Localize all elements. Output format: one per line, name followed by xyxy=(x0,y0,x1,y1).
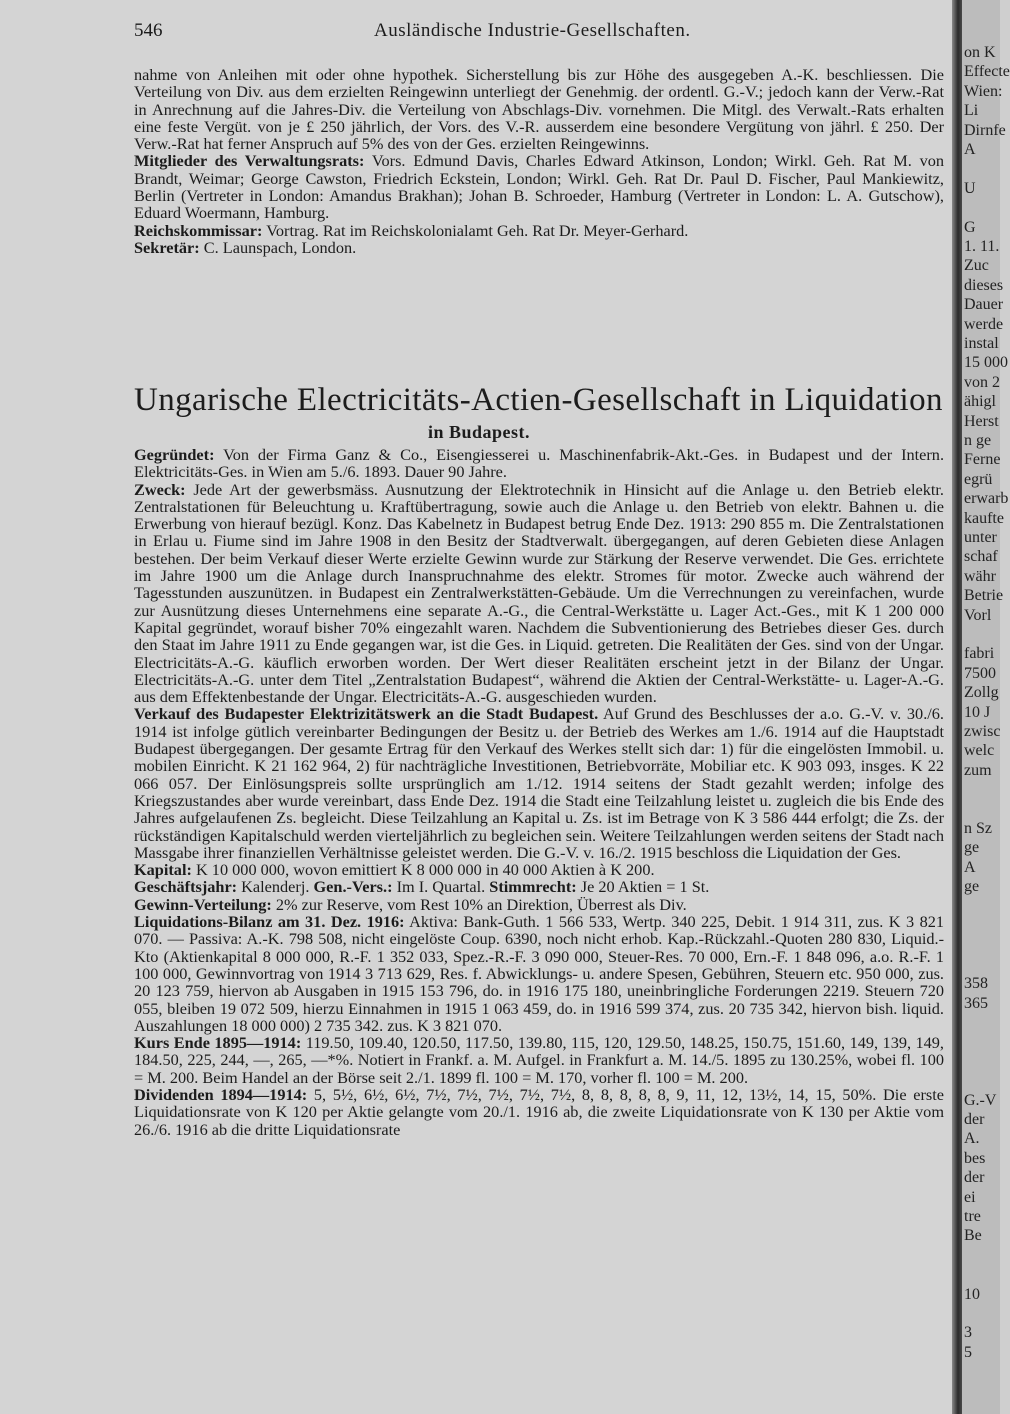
adjacent-page-line: Dauer xyxy=(964,296,1004,314)
commissioner-label: Reichskommissar: xyxy=(134,220,263,240)
capital-label: Kapital: xyxy=(134,860,192,880)
founded-label: Gegründet: xyxy=(134,445,215,464)
founded-section xyxy=(134,446,944,481)
adjacent-page-line: G.-V xyxy=(964,1091,997,1109)
commissioner-text: Vortrag. Rat im Reichskolonialamt Geh. Rat Dr. Meyer-Gerhard. xyxy=(266,220,689,240)
adjacent-page-line: erwarb xyxy=(964,490,1009,508)
secretary-text: C. Launspach, London. xyxy=(203,237,357,257)
adjacent-page-line: 7500 xyxy=(964,664,996,682)
adjacent-page-line: 3 xyxy=(964,1324,972,1342)
adjacent-page-line: kaufte xyxy=(964,509,1004,527)
fiscal-year-label: Geschäftsjahr: xyxy=(134,877,238,897)
adjacent-page-line: von 2 xyxy=(964,373,1000,391)
voting-right-label: Stimmrecht: xyxy=(489,877,577,897)
secretary xyxy=(134,239,944,256)
purpose-section xyxy=(134,481,944,706)
secretary-label: Sekretär: xyxy=(134,237,200,257)
price-history-text: 119.50, 109.40, 120.50, 117.50, 139.80, 115, 120, 129.50, 148.25, 150.75, 151.60, 149, 139, 149, 184.50, 225, 244, —, 265, —*%. Notiert in Frankf. a. M. Aufgel. in Frankfurt a. M. 14./5. 1895 zu 130.25%, wobei fl. 100 = M. 200. Beim Handel an der Börse seit 2./1. 1899 fl. 100 = M. 170, vorher fl. 100 = M. 200. xyxy=(134,1033,945,1087)
capital-section xyxy=(134,861,944,878)
adjacent-page-line: dieses xyxy=(964,276,1004,294)
adjacent-page-line: n ge xyxy=(964,432,992,449)
adjacent-page-line: on K xyxy=(964,44,996,61)
adjacent-page-line: A xyxy=(964,141,976,158)
sale-text: Auf Grund des Beschlusses der a.o. G.-V. v. 30./6. 1914 ist infolge gütlich vereinbarter Bedingungen der Besitz u. der Betrieb des Werkes am 1./6. 1914 auf die Hauptstadt Budapest übergegangen. Der gesamte Ertrag für den Verkauf des Werkes stellt sich dar: 1) für die eingelösten Immobil. u. mobilen Einricht. K 21 162 964, 2) für nachträgliche Investitionen, Betriebvorräte, Mobiliar etc. K 903 093, insges. K 22 066 057. Der Einlösungspreis sollte ursprünglich am 1./12. 1914 seitens der Stadt gezahlt werden; infolge des Kriegszustandes aber wurde vereinbart, dass Ende Dez. 1914 die Stadt eine Teilzahlung leistet u. zugleich die bis Ende des Jahres aufgelaufenen Zs. begleicht. Diese Teilzahlung an Kapital u. Zs. ist im Betrage von K 3 586 444 erfolgt; die Zs. der rückständigen Kapitalschuld werden vierteljährlich zu begleichen sein. Weitere Teilzahlungen werden seitens der Stadt nach Massgabe ihrer finanziellen Verhältnisse geleistet werden. Die G.-V. v. 16./2. 1915 beschloss die Liquidation der Ges. xyxy=(134,704,945,862)
running-head xyxy=(134,20,918,50)
adjacent-page-line: Effecte xyxy=(964,63,1010,81)
adjacent-page-line: ei xyxy=(964,1188,976,1206)
company-title: Ungarische Electricitäts-Actien-Gesellschaft in Liquidation xyxy=(134,382,943,418)
purpose-label: Zweck: xyxy=(134,479,186,499)
adjacent-page-line: 15 000 xyxy=(964,354,1008,372)
running-title: Ausländische Industrie-Gesellschaften. xyxy=(374,20,691,41)
adjacent-page-line: Dirnfe xyxy=(964,121,1006,139)
adjacent-page-line: 1. 11. xyxy=(964,238,1000,255)
liquidation-balance-text: Aktiva: Bank-Guth. 1 566 533, Wertp. 340 225, Debit. 1 914 311, zus. K 3 821 070. — Passiva: A.-K. 798 508, nicht eingelöste Coup. 6390, noch nicht erhob. Kap.-Rückzahl.-Quoten 280 830, Liquid.-Kto (Aktienkapital 8 000 000, R.-F. 1 352 033, Spez.-R.-F. 3 090 000, Steuer-Res. 70 000, Ern.-F. 1 848 096, a.o. R.-F. 1 100 000, Gewinnvortrag von 1914 3 713 629, Res. f. Abwicklungs- u. andere Spesen, Gebühren, Steuern etc. 950 000, zus. 20 123 759, hiervon ab Ausgaben in 1915 153 796, do. in 1916 175 180, uneinbringliche Forderungen 2219. Steuern 720 055, bleiben 19 072 509, hierzu Einnahmen in 1915 1 063 459, do. in 1916 599 374, zus. 20 735 342, hiervon bish. liquid. Auszahlungen 18 000 000) 2 735 342. zus. K 3 821 070. xyxy=(134,912,945,1035)
founded-text: Von der Firma Ganz & Co., Eisengiesserei u. Maschinenfabrik-Akt.-Ges. in Budapest und der Intern. Elektricitäts-Ges. in Wien am 5./6. 1893. Dauer 90 Jahre. xyxy=(134,445,945,482)
adjacent-page-line: Betrie xyxy=(964,587,1004,605)
liquidation-balance-section xyxy=(134,913,944,1034)
adjacent-page-line: Herst xyxy=(964,412,999,430)
adjacent-page-line: fabri xyxy=(964,645,995,663)
adjacent-page-line: unter xyxy=(964,529,997,546)
company-city: in Budapest. xyxy=(427,422,531,442)
dividends-label: Dividenden 1894—1914: xyxy=(134,1084,308,1104)
adjacent-page-line: ge xyxy=(964,878,980,896)
adjacent-page-line: Zollg xyxy=(964,684,999,702)
sale-label: Verkauf des Budapester Elektrizitätswerk an die Stadt Budapest. xyxy=(134,704,599,724)
adjacent-page-line: der xyxy=(964,1111,985,1128)
price-history-label: Kurs Ende 1895—1914: xyxy=(134,1033,302,1053)
adjacent-page-line: instal xyxy=(964,335,999,352)
capital-text: K 10 000 000, wovon emittiert K 8 000 000 in 40 000 Aktien à K 200. xyxy=(195,860,655,880)
previous-entry-continuation xyxy=(134,66,944,256)
adjacent-page-line: U xyxy=(964,179,976,197)
adjacent-page-line: A xyxy=(964,858,976,876)
adjacent-page-fragment xyxy=(962,0,1010,1414)
adjacent-page-line: Wien: xyxy=(964,82,1003,100)
adjacent-page-line: 5 xyxy=(964,1343,972,1361)
previous-entry-intro: nahme von Anleihen mit oder ohne hypothek. Sicherstellung bis zur Höhe des ausgegeben A.-K. beschliessen. Die Verteilung von Div. aus dem erzielten Reingewinn unterliegt der Genehmig. der ordentl. G.-V.; jedoch kann der Verw.-Rat in Anrechnung auf die Jahres-Div. die Verteilung von Abschlags-Div. vornehmen. Die Mitgl. des Verwalt.-Rats erhalten eine feste Vergüt. von je £ 250 jährlich, der Vors. des V.-R. ausserdem eine besondere Vergütung von jährl. £ 250. Der Verw.-Rat hat ferner Anspruch auf 5% des von der Ges. erzielten Reingewinns. xyxy=(134,65,944,154)
dividends-section xyxy=(134,1086,944,1138)
adjacent-page-line: Vorl xyxy=(964,606,992,624)
board-label: Mitglieder des Verwaltungsrats: xyxy=(134,151,365,171)
price-history-section xyxy=(134,1034,944,1086)
purpose-text: Jede Art der gewerbsmäss. Ausnutzung der Elektrotechnik in Hinsicht auf die Anlage u. den Betrieb elektr. Zentralstationen für Beleuchtung u. Kraftübertragung, sowie auch die Anlage u. den Betrieb von elektr. Bahnen u. die Erwerbung von hierauf bezügl. Konz. Das Kabelnetz in Budapest betrug Ende Dez. 1913: 290 855 m. Die Zentralstationen in Erlau u. Fiume sind im Jahre 1908 in den Besitz der Stadtverwalt. übergegangen, auf deren Gebieten diese Anlagen bestehen. Der beim Verkauf dieser Werte erzielte Gewinn wurde zur Stärkung der Reserve verwendet. Die Ges. errichtete im Jahre 1900 um die Anlage durch Inanspruchnahme des elektr. Stromes für motor. Zwecke auch während der Tagesstunden auszunützen. in Budapest ein Zentralwerkstätten-Gebäude. Um die Verrechnungen zu vereinfachen, wurde zur Ausnützung dieses Unternehmens eine separate A.-G., die Central-Werkstätte u. Lager Act.-Ges., mit K 1 200 000 Kapital gegründet, worauf bisher 70% eingezahlt waren. Nachdem die Subventionierung des Betriebes dieser Ges. durch den Staat im Jahre 1911 zu Ende gegangen war, ist die Ges. in Liquid. getreten. Die Realitäten der Ges. sind von der Ungar. Electricitäts-A.-G. käuflich erworben worden. Der Wert dieser Realitäten erscheint jetzt in der Bilanz der Ungar. Electricitäts-A.-G. unter dem Titel „Zentralstation Budapest“, während die Aktien der Central-Werkstätte- u. Lager-A.-G. aus dem Effektenbestande der Ungar. Electricitäts-A.-G. ausgeschieden wurden. xyxy=(134,479,944,707)
adjacent-page-line: 365 xyxy=(964,994,988,1012)
profit-distribution-label: Gewinn-Verteilung: xyxy=(134,894,272,914)
adjacent-page-line: ähigl xyxy=(964,393,996,411)
voting-right-text: Je 20 Aktien = 1 St. xyxy=(580,877,710,897)
profit-distribution-section xyxy=(134,896,944,913)
sale-section xyxy=(134,705,944,861)
adjacent-page-line: 10 xyxy=(964,1285,980,1303)
company-entry xyxy=(134,446,944,1138)
fiscal-year-section xyxy=(134,878,944,895)
adjacent-page-line: Zuc xyxy=(964,257,989,275)
adjacent-page-line: G xyxy=(964,218,976,236)
adjacent-page-line: der xyxy=(964,1169,985,1187)
board-members xyxy=(134,152,944,221)
adjacent-page-line: zwisc xyxy=(964,723,1001,740)
adjacent-page-line: 358 xyxy=(964,975,988,993)
commissioner xyxy=(134,222,944,239)
adjacent-page-line: währ xyxy=(964,567,996,585)
adjacent-page-line: Be xyxy=(964,1227,982,1245)
adjacent-page-line: welc xyxy=(964,742,995,760)
adjacent-page-line: n Sz xyxy=(964,820,992,837)
general-meeting-label: Gen.-Vers.: xyxy=(313,877,393,897)
board-text: Vors. Edmund Davis, Charles Edward Atkinson, London; Wirkl. Geh. Rat M. von Brandt, Weimar; George Cawston, Friedrich Eckstein, London; Wirkl. Geh. Rat Dr. Paul D. Fischer, Paul Mankiewitz, Berlin (Vertreter in London: Amandus Brakhan); Johan B. Schroeder, Hamburg (Vertreter in London: L. A. Gutschow), Eduard Woermann, Hamburg. xyxy=(134,151,944,223)
book-spine-shadow xyxy=(952,0,962,1414)
profit-distribution-text: 2% zur Reserve, vom Rest 10% an Direktion, Überrest als Div. xyxy=(275,894,687,914)
adjacent-page-line: A. xyxy=(964,1130,980,1148)
adjacent-page-line: Ferne xyxy=(964,451,1001,469)
fiscal-year-text: Kalenderj. xyxy=(241,877,310,897)
liquidation-balance-label: Liquidations-Bilanz am 31. Dez. 1916: xyxy=(134,912,405,932)
adjacent-page-line: werde xyxy=(964,315,1004,333)
adjacent-page-line: 10 J xyxy=(964,703,991,721)
general-meeting-text: Im I. Quartal. xyxy=(396,877,486,897)
adjacent-page-line: egrü xyxy=(964,470,993,488)
adjacent-page-line: zum xyxy=(964,761,992,779)
adjacent-page-line: tre xyxy=(964,1208,981,1225)
adjacent-page-line: schaf xyxy=(964,548,998,566)
adjacent-page-line: Li xyxy=(964,102,979,120)
page-number: 546 xyxy=(134,20,163,41)
dividends-text: 5, 5½, 6½, 6½, 7½, 7½, 7½, 7½, 7½, 8, 8, 8, 8, 8, 9, 11, 12, 13½, 14, 15, 50%. Die erste Liquidationsrate von K 120 per Aktie gelangte vom 20./1. 1916 ab, die zweite Liquidationsrate von K 130 per Aktie vom 26./6. 1916 ab die dritte Liquidationsrate xyxy=(134,1084,944,1139)
adjacent-page-line: ge xyxy=(964,839,980,857)
adjacent-page-line: bes xyxy=(964,1149,986,1167)
